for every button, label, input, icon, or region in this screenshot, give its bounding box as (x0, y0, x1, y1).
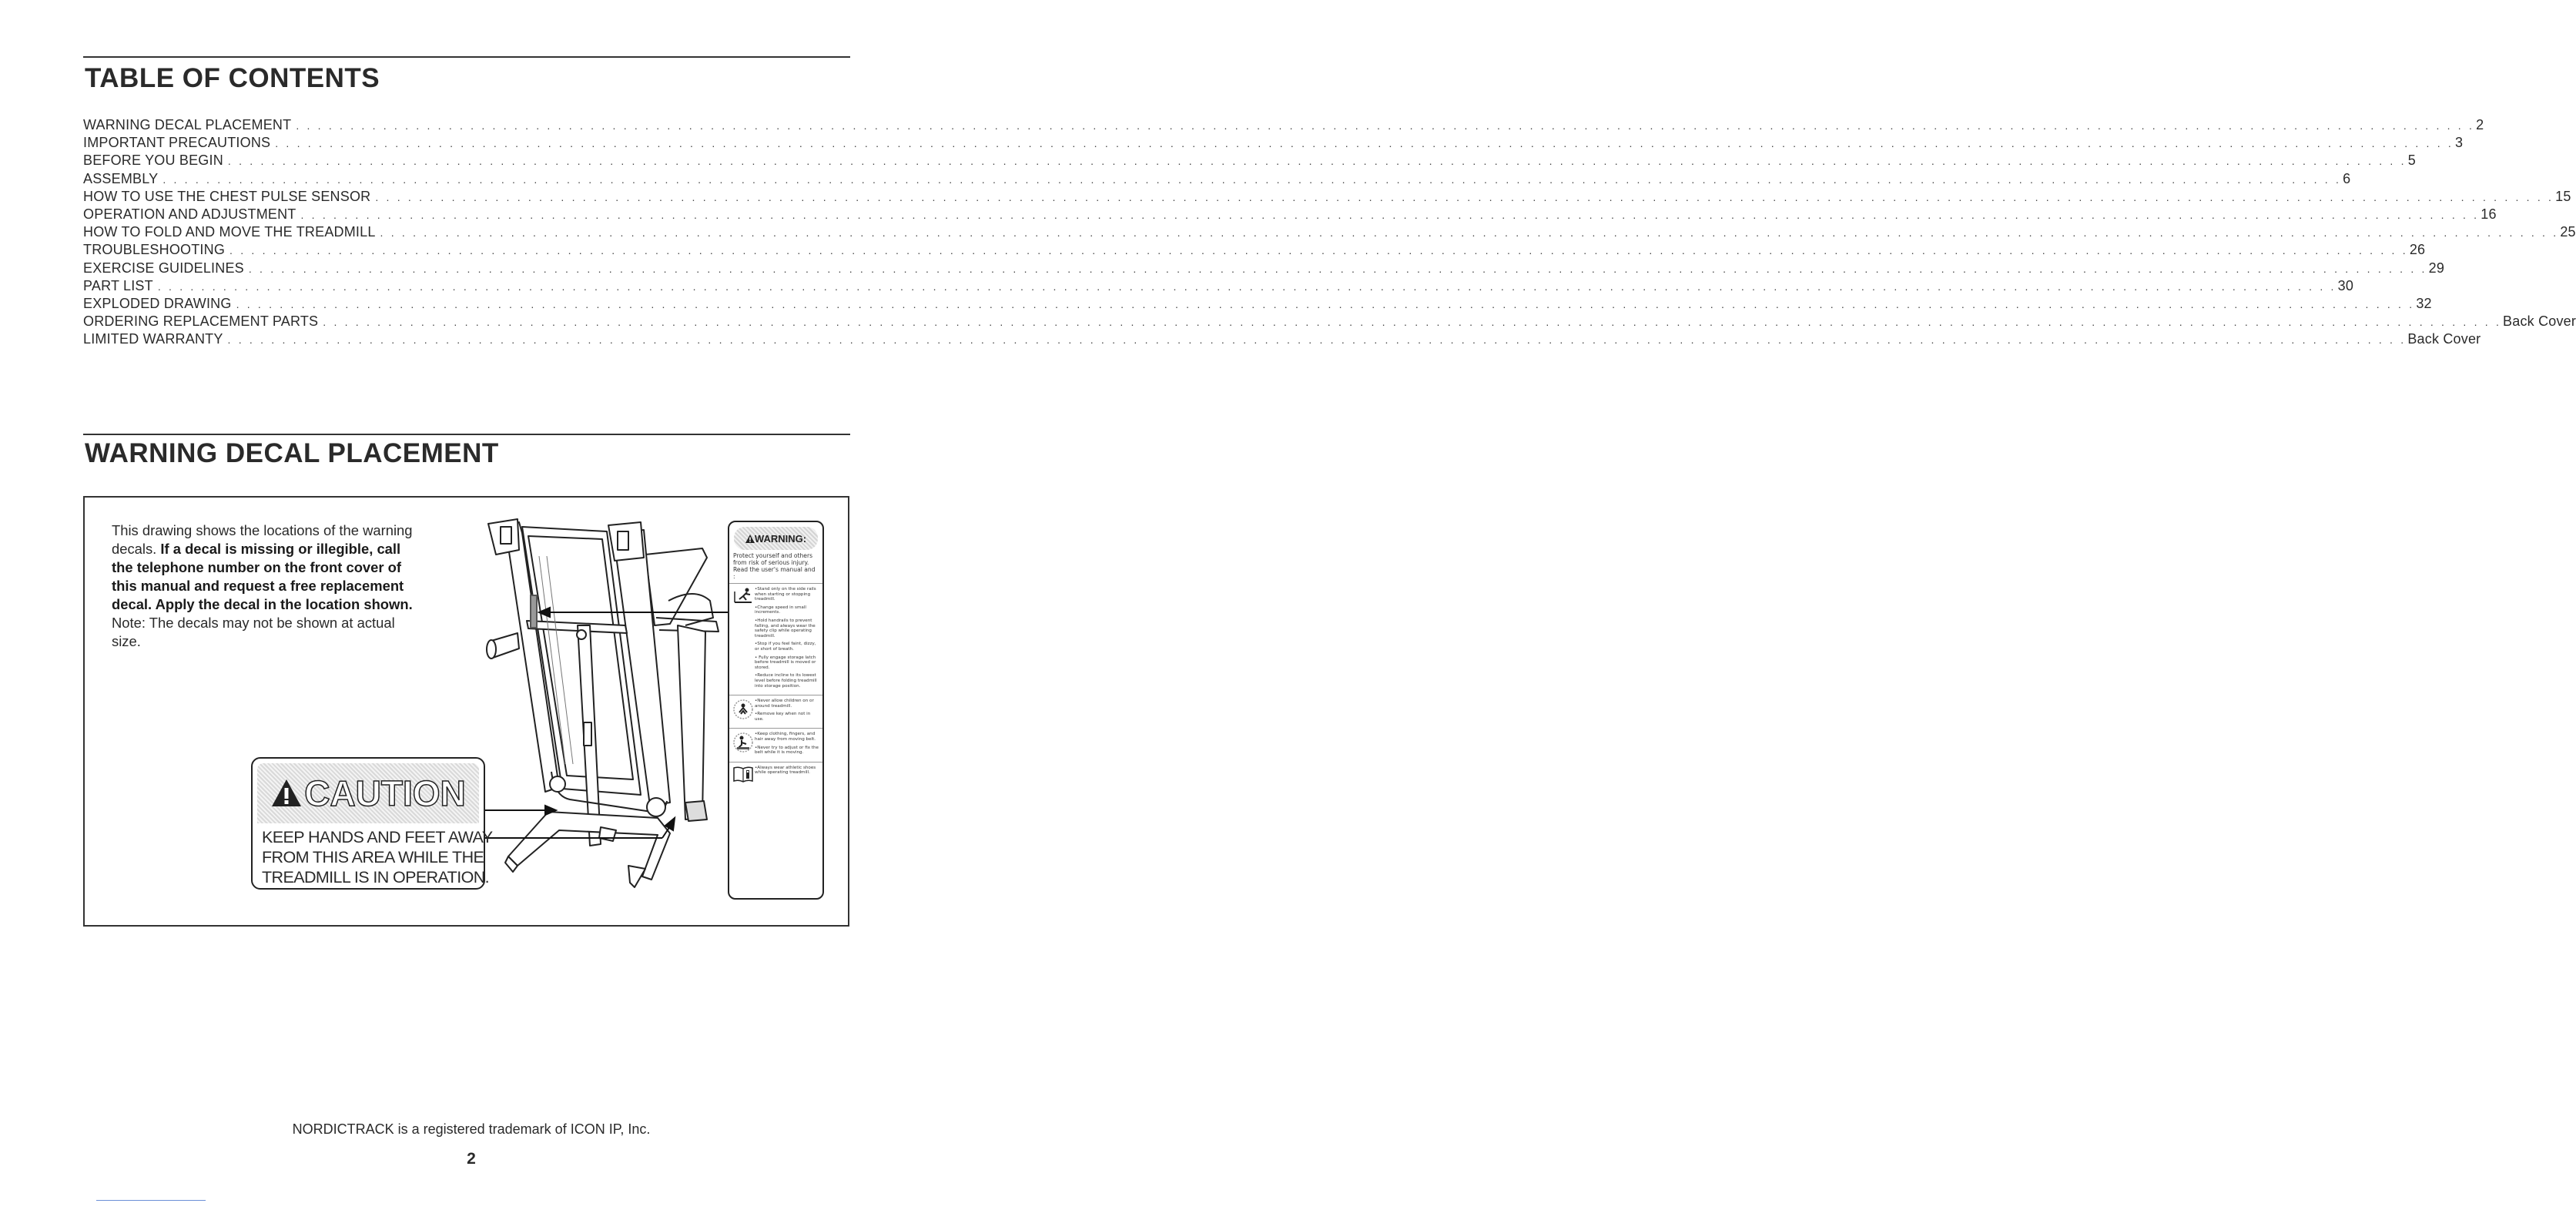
toc-entry (83, 135, 2464, 152)
toc-entry-title: ORDERING REPLACEMENT PARTS (83, 313, 319, 330)
toc-entry (83, 331, 2481, 349)
warning-decal-header (734, 527, 818, 550)
intro-plain-1: This drawing shows the locations of the warning decals. (112, 522, 413, 557)
toc-entry-page: 2 (2476, 117, 2484, 132)
toc-entry-page: 5 (2407, 152, 2416, 169)
warning-item: •Reduce incline to its lowest level before folding treadmill into storage position. (755, 673, 817, 689)
warning-section-4 (729, 762, 822, 786)
toc-leader-dots: . . . . . . . . . . . . . . . . . . . . . . . . . . . . . . . . . . . . . . . . . . . . . . . . . . . . . . . . . . . . . . . . . . . . . . . . . . . . . . . . . . . . . . . . . . . . . . . . . . . . . . . . . . . . . . . . . . . . . . . . . . . . . . . . . . . . . . . . . . . . . . . . . . . . . . . . . . . . . . . . . . . . . . . . . . . . . . . . . . . . . . . . . . . . . . . . . . . . . . . . (380, 226, 2559, 240)
toc-entry-page: 16 (2481, 206, 2497, 222)
toc-entry (83, 188, 2571, 206)
warning-item: •Keep clothing, fingers, and hair away from moving belt. (755, 732, 816, 742)
entanglement-prohibited-icon (732, 732, 755, 758)
toc-entry-page: 32 (2416, 295, 2432, 311)
caution-line-1: KEEP HANDS AND FEET AWAY (262, 828, 493, 846)
toc-leader-dots: . . . . . . . . . . . . . . . . . . . . . . . . . . . . . . . . . . . . . . . . . . . . . . . . . . . . . . . . . . . . . . . . . . . . . . . . . . . . . . . . . . . . . . . . . . . . . . . . . . . . . . . . . . . . . . . . . . . . . . . . . . . . . . . . . . . . . . . . . . . . . . . . . . . . . . . . . . . . . . . . . . . . . . . . . . . . . . . . . . . . . . . . . . . . . . . . . . . . . . . . (227, 155, 2407, 168)
toc-leader-dots: . . . . . . . . . . . . . . . . . . . . . . . . . . . . . . . . . . . . . . . . . . . . . . . . . . . . . . . . . . . . . . . . . . . . . . . . . . . . . . . . . . . . . . . . . . . . . . . . . . . . . . . . . . . . . . . . . . . . . . . . . . . . . . . . . . . . . . . . . . . . . . . . . . . . . . . . . . . . . . . . . . . . . . . . . . . . . . . . . . . . . . . . . . . . . . . . . . . . . . . . (162, 173, 2342, 186)
toc-entry-title: PART LIST (83, 277, 153, 293)
toc-leader-dots: . . . . . . . . . . . . . . . . . . . . . . . . . . . . . . . . . . . . . . . . . . . . . . . . . . . . . . . . . . . . . . . . . . . . . . . . . . . . . . . . . . . . . . . . . . . . . . . . . . . . . . . . . . . . . . . . . . . . . . . . . . . . . . . . . . . . . . . . . . . . . . . . . . . . . . . . . . . . . . . . . . . . . . . . . . . . . . . . . . . . . . . . . . . . . . . . . . . . . . . . (375, 190, 2554, 203)
intro-bold: If a decal is missing or illegible, call the telephone number on the front cover of this manual and request a free replacement decal. Apply the decal in the location shown. (112, 541, 413, 612)
toc-entry-title: LIMITED WARRANTY (83, 331, 223, 347)
manual-info-icon (732, 766, 755, 783)
warning-heading: WARNING DECAL PLACEMENT (85, 438, 499, 468)
scan-line (96, 1200, 206, 1201)
toc-entry-title: WARNING DECAL PLACEMENT (83, 117, 292, 132)
person-on-treadmill-icon (732, 587, 755, 692)
toc-entry (83, 260, 2445, 278)
trademark-notice: NORDICTRACK is a registered trademark of ICON IP, Inc. (292, 1121, 651, 1137)
caution-word: CAUTION (304, 773, 466, 813)
page-number: 2 (467, 1150, 476, 1168)
toc-leader-dots: . . . . . . . . . . . . . . . . . . . . . . . . . . . . . . . . . . . . . . . . . . . . . . . . . . . . . . . . . . . . . . . . . . . . . . . . . . . . . . . . . . . . . . . . . . . . . . . . . . . . . . . . . . . . . . . . . . . . . . . . . . . . . . . . . . . . . . . . . . . . . . . . . . . . . . . . . . . . . . . . . . . . . . . . . . . . . . . . . . . . . . . . . . . . . . . . . . . . . . . . (248, 262, 2427, 275)
warning-decal-title: WARNING: (754, 532, 807, 545)
warning-decal-intro: Protect yourself and others from risk of serious injury. Read the user's manual and : (733, 552, 816, 580)
warning-item: •Never allow children on or around treadmill. (755, 699, 814, 709)
warning-item: •Stand only on the side rails when starting or stopping treadmill. (755, 587, 816, 602)
toc-leader-dots: . . . . . . . . . . . . . . . . . . . . . . . . . . . . . . . . . . . . . . . . . . . . . . . . . . . . . . . . . . . . . . . . . . . . . . . . . . . . . . . . . . . . . . . . . . . . . . . . . . . . . . . . . . . . . . . . . . . . . . . . . . . . . . . . . . . . . . . . . . . . . . . . . . . . . . . . . . . . . . . . . . . . . . . . . . . . . . . . . . . . . . . . . . . . . . . . . . . . . . . . (275, 137, 2454, 150)
toc-heading: TABLE OF CONTENTS (85, 63, 380, 93)
toc-entry-page: 29 (2428, 260, 2445, 276)
toc-entry (83, 313, 2576, 331)
warning-item: •Always wear athletic shoes while operating treadmill. (755, 765, 816, 776)
toc-entry-title: EXERCISE GUIDELINES (83, 260, 244, 276)
toc-entry-page: 25 (2560, 224, 2576, 240)
toc-entry-title: TROUBLESHOOTING (83, 242, 226, 258)
toc-leader-dots: . . . . . . . . . . . . . . . . . . . . . . . . . . . . . . . . . . . . . . . . . . . . . . . . . . . . . . . . . . . . . . . . . . . . . . . . . . . . . . . . . . . . . . . . . . . . . . . . . . . . . . . . . . . . . . . . . . . . . . . . . . . . . . . . . . . . . . . . . . . . . . . . . . . . . . . . . . . . . . . . . . . . . . . . . . . . . . . . . . . . . . . . . . . . . . . . . . . . . . . . (157, 280, 2336, 293)
intro-plain-2: Note: The decals may not be shown at actual size. (112, 615, 395, 649)
warning-item: •Never try to adjust or fix the belt while it is moving. (755, 745, 819, 756)
toc-leader-dots: . . . . . . . . . . . . . . . . . . . . . . . . . . . . . . . . . . . . . . . . . . . . . . . . . . . . . . . . . . . . . . . . . . . . . . . . . . . . . . . . . . . . . . . . . . . . . . . . . . . . . . . . . . . . . . . . . . . . . . . . . . . . . . . . . . . . . . . . . . . . . . . . . . . . . . . . . . . . . . . . . . . . . . . . . . . . . . . . . . . . . . . . . . . . . . . . . . . . . . . . (236, 297, 2415, 310)
toc-entry-title: EXPLODED DRAWING (83, 295, 232, 311)
warning-item: •Change speed in small increments. (755, 605, 806, 615)
warning-top-rule (83, 434, 850, 435)
toc-entry (83, 152, 2416, 170)
toc-entry-title: HOW TO FOLD AND MOVE THE TREADMILL (83, 224, 376, 240)
caution-message (253, 823, 493, 887)
toc-entry (83, 206, 2497, 224)
toc-entry (83, 277, 2354, 296)
toc-entry-page: 3 (2455, 135, 2464, 151)
warning-item: •Hold handrails to prevent falling, and always wear the safety clip while operating treadmill. (755, 618, 816, 638)
warning-section-2 (729, 695, 822, 728)
toc-leader-dots: . . . . . . . . . . . . . . . . . . . . . . . . . . . . . . . . . . . . . . . . . . . . . . . . . . . . . . . . . . . . . . . . . . . . . . . . . . . . . . . . . . . . . . . . . . . . . . . . . . . . . . . . . . . . . . . . . . . . . . . . . . . . . . . . . . . . . . . . . . . . . . . . . . . . . . . . . . . . . . . . . . . . . . . . . . . . . . . . . . . . . . . . . . . . . . . . . . . . . . . . (296, 119, 2475, 132)
warning-decal (728, 521, 824, 900)
warning-item: • Fully engage storage latch before treadmill is moved or stored. (755, 655, 816, 670)
warning-section-1 (729, 583, 822, 695)
warning-section-3 (729, 728, 822, 761)
toc-entry-page: Back Cover (2407, 331, 2481, 347)
child-prohibited-icon (732, 699, 755, 725)
warning-triangle-icon (270, 777, 303, 809)
caution-banner (257, 763, 479, 823)
toc-entry (83, 295, 2432, 313)
toc-entry (83, 242, 2426, 260)
decal-intro-text (112, 521, 420, 651)
caution-line-2: FROM THIS AREA WHILE THE (262, 848, 484, 866)
toc-list (83, 117, 2576, 349)
warning-item: •Remove key when not in use. (755, 712, 811, 722)
caution-title (270, 773, 466, 814)
warning-triangle-icon (745, 535, 755, 543)
toc-top-rule (83, 56, 850, 58)
toc-entry-page: 26 (2409, 242, 2426, 258)
toc-entry-page: Back Cover (2503, 313, 2576, 330)
toc-entry-page: 30 (2337, 277, 2354, 293)
toc-entry-title: OPERATION AND ADJUSTMENT (83, 206, 296, 222)
toc-entry (83, 117, 2484, 135)
toc-leader-dots: . . . . . . . . . . . . . . . . . . . . . . . . . . . . . . . . . . . . . . . . . . . . . . . . . . . . . . . . . . . . . . . . . . . . . . . . . . . . . . . . . . . . . . . . . . . . . . . . . . . . . . . . . . . . . . . . . . . . . . . . . . . . . . . . . . . . . . . . . . . . . . . . . . . . . . . . . . . . . . . . . . . . . . . . . . . . . . . . . . . . . . . . . . . . . . . . . . . . . . . . (229, 244, 2408, 257)
toc-entry-title: HOW TO USE THE CHEST PULSE SENSOR (83, 188, 371, 204)
toc-entry-title: IMPORTANT PRECAUTIONS (83, 135, 271, 151)
toc-leader-dots: . . . . . . . . . . . . . . . . . . . . . . . . . . . . . . . . . . . . . . . . . . . . . . . . . . . . . . . . . . . . . . . . . . . . . . . . . . . . . . . . . . . . . . . . . . . . . . . . . . . . . . . . . . . . . . . . . . . . . . . . . . . . . . . . . . . . . . . . . . . . . . . . . . . . . . . . . . . . . . . . . . . . . . . . . . . . . . . . . . . . . . . . . . . . . . . . . . . . . . . . (227, 333, 2407, 347)
caution-decal (251, 757, 493, 890)
toc-entry-title: ASSEMBLY (83, 170, 159, 186)
toc-entry (83, 170, 2351, 189)
toc-leader-dots: . . . . . . . . . . . . . . . . . . . . . . . . . . . . . . . . . . . . . . . . . . . . . . . . . . . . . . . . . . . . . . . . . . . . . . . . . . . . . . . . . . . . . . . . . . . . . . . . . . . . . . . . . . . . . . . . . . . . . . . . . . . . . . . . . . . . . . . . . . . . . . . . . . . . . . . . . . . . . . . . . . . . . . . . . . . . . . . . . . . . . . . . . . . . . . . . . . . . . . . . (323, 316, 2502, 329)
decal-arrows (462, 593, 732, 855)
toc-entry-page: 6 (2343, 170, 2351, 186)
warning-item: •Stop if you feel faint, dizzy, or short of breath. (755, 642, 816, 652)
toc-entry-title: BEFORE YOU BEGIN (83, 152, 223, 169)
toc-entry-page: 15 (2555, 188, 2571, 204)
toc-entry (83, 224, 2576, 242)
toc-leader-dots: . . . . . . . . . . . . . . . . . . . . . . . . . . . . . . . . . . . . . . . . . . . . . . . . . . . . . . . . . . . . . . . . . . . . . . . . . . . . . . . . . . . . . . . . . . . . . . . . . . . . . . . . . . . . . . . . . . . . . . . . . . . . . . . . . . . . . . . . . . . . . . . . . . . . . . . . . . . . . . . . . . . . . . . . . . . . . . . . . . . . . . . . . . . . . . . . . . . . . . . . (300, 208, 2480, 221)
caution-line-3: TREADMILL IS IN OPERATION. (262, 868, 490, 887)
